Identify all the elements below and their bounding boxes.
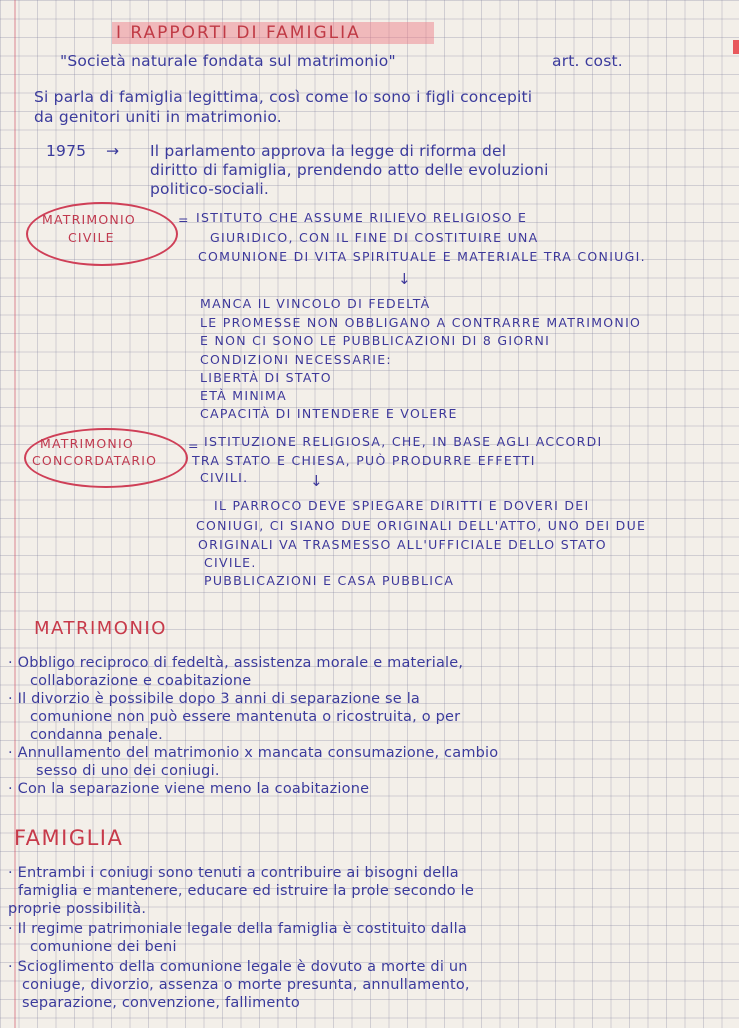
concordat-def-3: CIVILI.: [200, 470, 249, 485]
civil-arrow: ↓: [398, 270, 412, 288]
reform-line-1: Il parlamento approva la legge di riforma del: [150, 142, 507, 160]
famiglia-heading: FAMIGLIA: [14, 826, 124, 850]
concordat-label-2: CONCORDATARIO: [32, 453, 158, 468]
concordat-point-5: PUBBLICAZIONI E CASA PUBBLICA: [204, 573, 455, 588]
civil-point-6: ETÀ MINIMA: [200, 388, 287, 403]
concordat-label-1: MATRIMONIO: [40, 436, 134, 451]
concordat-equals: =: [188, 438, 200, 453]
civil-def-2: GIURIDICO, CON IL FINE DI COSTITUIRE UNA: [210, 230, 539, 245]
page-title: I RAPPORTI DI FAMIGLIA: [112, 22, 434, 44]
matrimonio-heading: MATRIMONIO: [34, 618, 167, 639]
concordat-def-1: ISTITUZIONE RELIGIOSA, CHE, IN BASE AGLI ACCORDI: [204, 434, 603, 449]
famiglia-bullet-1c: proprie possibilità.: [8, 901, 147, 917]
concordat-def-2: TRA STATO E CHIESA, PUÒ PRODURRE EFFETTI: [192, 453, 536, 468]
matrimonio-bullet-3a: · Annullamento del matrimonio x mancata consumazione, cambio: [8, 746, 498, 761]
civil-label-2: CIVILE: [68, 230, 115, 245]
civil-def-3: COMUNIONE DI VITA SPIRITUALE E MATERIALE TRA CONIUGI.: [198, 249, 646, 264]
intro-line-2: da genitori uniti in matrimonio.: [34, 108, 282, 126]
matrimonio-bullet-4: · Con la separazione viene meno la coabitazione: [8, 782, 369, 797]
matrimonio-bullet-3b: sesso di uno dei coniugi.: [36, 763, 220, 779]
concordat-point-1: IL PARROCO DEVE SPIEGARE DIRITTI E DOVERI DEI: [214, 498, 590, 513]
famiglia-bullet-2b: comunione dei beni: [30, 939, 177, 955]
civil-point-1: MANCA IL VINCOLO DI FEDELTÀ: [200, 296, 431, 311]
matrimonio-bullet-2c: condanna penale.: [30, 727, 163, 743]
reform-line-3: politico-sociali.: [150, 180, 270, 198]
civil-point-7: CAPACITÀ DI INTENDERE E VOLERE: [200, 406, 458, 421]
famiglia-bullet-1a: · Entrambi i coniugi sono tenuti a contribuire ai bisogni della: [8, 866, 459, 881]
matrimonio-bullet-2a: · Il divorzio è possibile dopo 3 anni di separazione se la: [8, 692, 420, 707]
concordat-point-2: CONIUGI, CI SIANO DUE ORIGINALI DELL'ATTO, UNO DEI DUE: [196, 518, 647, 533]
civil-point-4: CONDIZIONI NECESSARIE:: [200, 352, 392, 367]
concordat-point-3: ORIGINALI VA TRASMESSO ALL'UFFICIALE DELLO STATO: [198, 537, 607, 552]
famiglia-bullet-3c: separazione, convenzione, fallimento: [22, 995, 300, 1011]
matrimonio-bullet-1a: · Obbligo reciproco di fedeltà, assistenza morale e materiale,: [8, 656, 463, 671]
intro-quote-source: art. cost.: [552, 52, 623, 70]
civil-equals: =: [178, 212, 190, 227]
page-edge-tab: [733, 40, 739, 54]
reform-line-2: diritto di famiglia, prendendo atto delle evoluzioni: [150, 161, 549, 179]
concordat-point-4: CIVILE.: [204, 555, 257, 570]
intro-quote: "Società naturale fondata sul matrimonio": [60, 52, 396, 70]
famiglia-bullet-3b: coniuge, divorzio, assenza o morte presunta, annullamento,: [22, 977, 470, 993]
civil-label-1: MATRIMONIO: [42, 212, 136, 227]
civil-point-2: LE PROMESSE NON OBBLIGANO A CONTRARRE MATRIMONIO: [200, 315, 642, 330]
famiglia-bullet-2a: · Il regime patrimoniale legale della famiglia è costituito dalla: [8, 922, 467, 937]
civil-point-5: LIBERTÀ DI STATO: [200, 370, 332, 385]
famiglia-bullet-3a: · Scioglimento della comunione legale è dovuto a morte di un: [8, 960, 468, 975]
intro-line-1: Si parla di famiglia legittima, così come lo sono i figli concepiti: [34, 88, 533, 106]
reform-year: 1975: [46, 142, 87, 160]
concordat-arrow: ↓: [310, 472, 324, 490]
famiglia-bullet-1b: famiglia e mantenere, educare ed istruire la prole secondo le: [18, 883, 474, 899]
civil-point-3: E NON CI SONO LE PUBBLICAZIONI DI 8 GIORNI: [200, 333, 551, 348]
reform-arrow: →: [106, 142, 120, 160]
matrimonio-bullet-2b: comunione non può essere mantenuta o ricostruita, o per: [30, 709, 461, 725]
civil-def-1: ISTITUTO CHE ASSUME RILIEVO RELIGIOSO E: [196, 210, 528, 225]
matrimonio-bullet-1b: collaborazione e coabitazione: [30, 673, 252, 689]
